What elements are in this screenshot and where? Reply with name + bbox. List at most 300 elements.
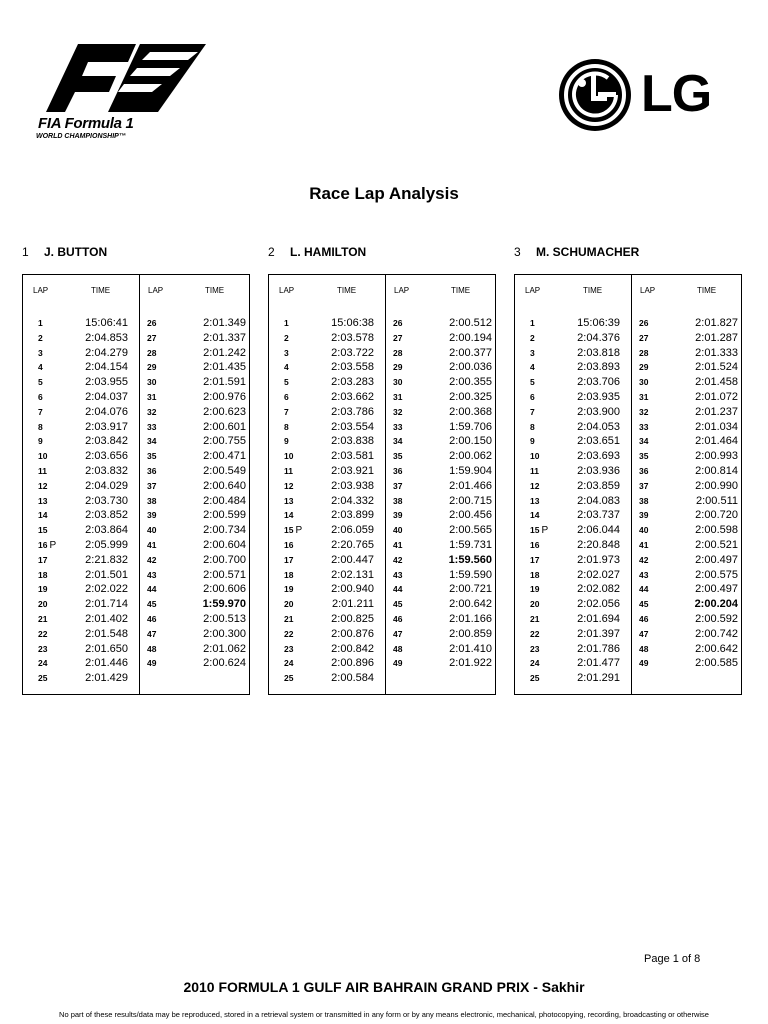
lap-number — [147, 362, 156, 372]
lap-number-value: 15 — [530, 525, 540, 536]
lap-table — [22, 274, 250, 695]
lap-time: 2:04.029 — [85, 479, 128, 492]
table-row — [23, 569, 137, 584]
table-row — [269, 643, 383, 658]
lap-time: 15:06:41 — [85, 317, 128, 329]
lap-time: 2:03.651 — [577, 435, 620, 448]
lap-number-value: 36 — [639, 466, 649, 476]
lap-number-value: 48 — [639, 643, 649, 654]
lap-number — [393, 629, 402, 639]
lap-number-value: 45 — [639, 599, 649, 610]
lap-number-value: 22 — [530, 628, 540, 639]
lap-number-value: 35 — [639, 451, 649, 462]
lap-time: 2:00.592 — [695, 613, 738, 625]
column-header-time: TIME — [205, 286, 225, 295]
lap-number — [284, 407, 289, 417]
lap-time: 2:20.765 — [331, 539, 374, 551]
lap-number — [38, 451, 47, 461]
lap-number-value: 43 — [639, 569, 649, 580]
lap-number — [530, 599, 539, 609]
lap-time: 2:00.325 — [449, 391, 492, 403]
lap-number — [393, 510, 402, 520]
lap-number-value: 5 — [284, 377, 289, 388]
lap-number-value: 21 — [530, 614, 540, 624]
lap-time: 2:01.477 — [577, 657, 620, 670]
table-row — [632, 376, 746, 391]
lap-number-value: 17 — [530, 554, 540, 565]
lap-number — [38, 318, 43, 328]
lap-number — [393, 436, 402, 446]
table-row — [23, 332, 137, 347]
lap-time: 2:00.368 — [449, 405, 492, 418]
table-row — [515, 421, 629, 436]
lap-time: 2:04.376 — [577, 331, 620, 344]
lap-number-value: 20 — [38, 599, 48, 610]
lap-number-value: 4 — [284, 362, 289, 373]
lap-number-value: 36 — [393, 466, 403, 476]
lap-time: 2:00.734 — [203, 524, 246, 537]
lap-number-value: 35 — [147, 451, 157, 462]
lap-number — [530, 540, 539, 550]
table-row — [269, 347, 383, 362]
table-row — [386, 495, 500, 510]
lap-number-value: 28 — [639, 347, 649, 358]
lap-time: 2:01.062 — [203, 642, 246, 655]
table-row — [515, 406, 629, 421]
lap-number — [284, 644, 293, 654]
lap-number-value: 46 — [393, 614, 403, 624]
lap-number — [147, 658, 156, 668]
lap-number-value: 13 — [530, 495, 540, 506]
table-row — [23, 347, 137, 362]
lap-table-column-group — [386, 275, 500, 694]
table-row — [515, 376, 629, 391]
lap-number — [147, 644, 156, 654]
table-row — [140, 361, 254, 376]
lap-time: 2:01.694 — [577, 613, 620, 625]
lap-number — [530, 348, 535, 358]
lap-number-value: 47 — [147, 628, 157, 639]
lap-number-value: 28 — [393, 347, 403, 358]
lap-number-value: 13 — [38, 495, 48, 506]
lap-time: 2:03.283 — [331, 376, 374, 389]
table-row — [23, 391, 137, 406]
table-row — [140, 628, 254, 643]
lap-number — [530, 614, 539, 624]
lap-number-value: 29 — [147, 362, 157, 373]
lap-time: 2:01.402 — [85, 613, 128, 625]
lap-number — [284, 377, 289, 387]
lap-time: 2:01.714 — [85, 598, 128, 611]
lap-time: 2:03.558 — [331, 361, 374, 374]
lap-number-value: 14 — [530, 510, 540, 521]
lap-number — [147, 407, 156, 417]
lap-number — [284, 422, 289, 432]
table-row — [515, 480, 629, 495]
table-row — [269, 524, 383, 539]
lap-number-value: 15 — [284, 525, 294, 536]
lap-number-value: 3 — [530, 347, 535, 358]
table-row — [515, 643, 629, 658]
table-row — [140, 509, 254, 524]
column-header-lap: LAP — [525, 286, 541, 295]
table-row — [515, 613, 629, 628]
lap-number — [147, 555, 156, 565]
table-row — [386, 598, 500, 613]
lap-number — [639, 333, 648, 343]
table-row — [515, 332, 629, 347]
lap-time: 2:00.700 — [203, 553, 246, 566]
lap-number — [530, 525, 548, 536]
lap-number — [147, 496, 156, 506]
lap-number — [530, 584, 539, 594]
lap-number — [147, 333, 156, 343]
table-row — [632, 524, 746, 539]
lap-number-value: 7 — [284, 406, 289, 417]
lap-number-value: 13 — [284, 495, 294, 506]
lap-time: 2:01.973 — [577, 553, 620, 566]
lap-number — [147, 451, 156, 461]
lap-number — [393, 392, 402, 402]
lap-time: 2:00.825 — [331, 613, 374, 625]
lap-number — [530, 466, 539, 476]
table-row — [386, 317, 500, 332]
lap-time: 2:01.501 — [85, 568, 128, 581]
table-row — [632, 569, 746, 584]
lap-time: 2:03.581 — [331, 450, 374, 463]
lap-number — [38, 481, 47, 491]
table-row — [140, 376, 254, 391]
lap-number — [393, 481, 402, 491]
lap-time: 15:06:38 — [331, 317, 374, 329]
lap-time: 2:00.471 — [203, 450, 246, 463]
column-header-time: TIME — [91, 286, 111, 295]
table-row — [632, 361, 746, 376]
table-row — [515, 435, 629, 450]
table-row — [632, 391, 746, 406]
table-row — [632, 465, 746, 480]
lap-time: 2:01.446 — [85, 657, 128, 670]
table-row — [269, 332, 383, 347]
table-row — [23, 376, 137, 391]
lap-number-value: 33 — [147, 421, 157, 432]
lap-time: 2:03.693 — [577, 450, 620, 463]
table-row — [515, 539, 629, 554]
lap-time: 2:03.832 — [85, 465, 128, 477]
table-row — [23, 465, 137, 480]
lap-number — [530, 570, 539, 580]
lap-number — [284, 540, 293, 550]
lap-time: 2:01.237 — [695, 405, 738, 418]
lap-number — [639, 362, 648, 372]
lap-number — [639, 377, 648, 387]
lap-number-value: 18 — [530, 569, 540, 580]
table-row — [269, 495, 383, 510]
lap-time: 2:00.721 — [449, 583, 492, 596]
lap-number — [639, 629, 648, 639]
lap-number-value: 45 — [147, 599, 157, 610]
lap-number-value: 12 — [38, 480, 48, 491]
lap-number-value: 24 — [38, 658, 48, 669]
table-row — [269, 480, 383, 495]
lap-table-column-group — [23, 275, 137, 694]
table-row — [23, 495, 137, 510]
lap-number — [530, 407, 535, 417]
lap-time: 2:03.786 — [331, 405, 374, 418]
lap-number-value: 25 — [284, 673, 294, 684]
lap-number-value: 44 — [639, 584, 649, 595]
lap-number — [393, 599, 402, 609]
table-row — [632, 317, 746, 332]
table-row — [140, 569, 254, 584]
lap-number — [393, 658, 402, 668]
lap-number-value: 49 — [639, 658, 649, 669]
lap-number — [393, 377, 402, 387]
lap-time: 2:00.484 — [203, 494, 246, 507]
lap-number-value: 23 — [284, 643, 294, 654]
lap-number — [393, 496, 402, 506]
lap-number-value: 38 — [393, 495, 403, 506]
lap-number-value: 23 — [530, 643, 540, 654]
lap-number-value: 37 — [147, 480, 157, 491]
lap-time: 2:03.935 — [577, 391, 620, 403]
table-row — [23, 509, 137, 524]
lap-number — [530, 451, 539, 461]
lap-number-value: 11 — [38, 466, 47, 476]
table-row — [632, 435, 746, 450]
lap-number — [284, 318, 289, 328]
table-row — [269, 465, 383, 480]
table-row — [515, 465, 629, 480]
table-row — [515, 391, 629, 406]
table-row — [386, 509, 500, 524]
lap-number-value: 21 — [38, 614, 48, 624]
lap-number-value: 41 — [393, 540, 403, 550]
lap-number — [530, 673, 539, 683]
table-row — [515, 672, 629, 687]
lap-time: 2:03.936 — [577, 465, 620, 477]
lap-number-value: 25 — [38, 673, 48, 684]
lap-number-value: 5 — [530, 377, 535, 388]
lap-number-value: 6 — [38, 392, 43, 402]
lap-number-value: 26 — [147, 318, 157, 328]
lap-number — [639, 466, 648, 476]
lap-number-value: 23 — [38, 643, 48, 654]
copyright-disclaimer: No part of these results/data may be reproduced, stored in a retrieval system or transmitted in any form or by any means electronic, mechanical, photocopying, recording, broadcasting or otherwise — [59, 1010, 709, 1019]
lap-time: 2:00.377 — [449, 346, 492, 359]
lap-number — [38, 496, 47, 506]
lap-number — [147, 481, 156, 491]
lap-number-value: 8 — [530, 421, 535, 432]
lap-number-value: 34 — [639, 436, 649, 447]
lap-time: 2:02.082 — [577, 583, 620, 596]
lap-number — [530, 392, 535, 402]
lap-number — [639, 644, 648, 654]
lap-number — [393, 644, 402, 654]
f1-logo-title: FIA Formula 1 — [38, 115, 134, 132]
lap-time: 2:21.832 — [85, 553, 128, 566]
lap-number-value: 9 — [38, 436, 43, 447]
lap-number-value: 16 — [38, 540, 48, 550]
lap-number-value: 31 — [639, 392, 649, 402]
lap-number-value: 42 — [393, 554, 403, 565]
lap-number-value: 37 — [393, 480, 403, 491]
lap-time: 2:01.211 — [331, 598, 374, 611]
lap-time: 1:59.731 — [449, 539, 492, 551]
lap-number-value: 34 — [393, 436, 403, 447]
table-row — [269, 583, 383, 598]
lap-number-value: 49 — [147, 658, 157, 669]
lap-time: 2:01.166 — [449, 613, 492, 625]
table-row — [386, 628, 500, 643]
lap-number-value: 45 — [393, 599, 403, 610]
table-row — [23, 361, 137, 376]
lap-number-value: 6 — [530, 392, 535, 402]
lap-number — [38, 599, 47, 609]
column-header-time: TIME — [583, 286, 603, 295]
lap-number-value: 32 — [639, 406, 649, 417]
lap-time: 2:00.976 — [203, 391, 246, 403]
column-header-time: TIME — [697, 286, 717, 295]
table-row — [23, 657, 137, 672]
lap-number-value: 10 — [38, 451, 48, 462]
lap-number-value: 38 — [147, 495, 157, 506]
lap-number — [639, 436, 648, 446]
lap-number-value: 14 — [284, 510, 294, 521]
lap-number-value: 11 — [284, 466, 293, 476]
lap-time: 2:00.814 — [695, 465, 738, 477]
table-row — [140, 495, 254, 510]
lap-number — [38, 658, 47, 668]
lap-time: 2:04.037 — [85, 391, 128, 403]
lap-time: 2:04.154 — [85, 361, 128, 374]
lap-time: 2:00.062 — [449, 450, 492, 463]
lap-time: 2:00.513 — [203, 613, 246, 625]
table-row — [632, 628, 746, 643]
table-row — [632, 539, 746, 554]
page-title: Race Lap Analysis — [309, 184, 459, 203]
lap-number-value: 3 — [38, 347, 43, 358]
lap-number — [147, 629, 156, 639]
lap-table — [268, 274, 496, 695]
lg-face-icon — [558, 58, 632, 132]
lap-number — [284, 481, 293, 491]
table-row — [269, 435, 383, 450]
lap-number — [38, 673, 47, 683]
table-row — [515, 347, 629, 362]
lap-number-value: 8 — [284, 421, 289, 432]
lap-number-value: 35 — [393, 451, 403, 462]
lap-number-value: 28 — [147, 347, 157, 358]
lap-time: 2:05.999 — [85, 539, 128, 551]
table-row — [386, 480, 500, 495]
table-row — [632, 657, 746, 672]
lap-number-value: 19 — [284, 584, 294, 595]
lap-number — [639, 510, 648, 520]
lap-time: 2:01.650 — [85, 642, 128, 655]
lap-number-value: 14 — [38, 510, 48, 521]
lap-number-value: 32 — [147, 406, 157, 417]
lap-number-value: 33 — [639, 421, 649, 432]
lap-number-value: 37 — [639, 480, 649, 491]
lap-number — [38, 644, 47, 654]
lap-time: 2:00.300 — [203, 627, 246, 640]
table-row — [515, 598, 629, 613]
table-row — [269, 406, 383, 421]
table-row — [632, 598, 746, 613]
table-row — [269, 361, 383, 376]
lap-time: 2:01.548 — [85, 627, 128, 640]
lap-number-value: 27 — [639, 332, 649, 343]
lap-time: 2:01.291 — [577, 672, 620, 685]
lap-number — [393, 570, 402, 580]
lap-time: 2:00.521 — [695, 539, 738, 551]
lap-number-value: 18 — [38, 569, 48, 580]
lap-time: 2:02.027 — [577, 568, 620, 581]
table-row — [140, 332, 254, 347]
lap-number — [530, 318, 535, 328]
f1-mark-icon — [38, 40, 208, 114]
lap-number — [530, 333, 535, 343]
lap-number — [639, 481, 648, 491]
table-row — [386, 554, 500, 569]
lap-time: 2:00.355 — [449, 376, 492, 389]
lap-number-value: 40 — [393, 525, 403, 536]
lap-number — [284, 348, 289, 358]
table-row — [140, 450, 254, 465]
lap-number — [639, 658, 648, 668]
lap-number — [38, 510, 47, 520]
lap-number-value: 2 — [284, 332, 289, 343]
table-row — [23, 317, 137, 332]
lap-number-value: 49 — [393, 658, 403, 669]
lap-number-value: 43 — [147, 569, 157, 580]
event-title: 2010 FORMULA 1 GULF AIR BAHRAIN GRAND PRIX - Sakhir — [183, 979, 585, 995]
lap-number-value: 30 — [147, 377, 157, 388]
table-row — [269, 421, 383, 436]
lap-number — [639, 392, 648, 402]
table-row — [515, 317, 629, 332]
lap-time: 1:59.590 — [449, 568, 492, 581]
table-row — [386, 465, 500, 480]
lap-time: 2:00.549 — [203, 465, 246, 477]
lap-number — [530, 362, 535, 372]
lap-number-value: 33 — [393, 421, 403, 432]
lap-time: 2:03.852 — [85, 509, 128, 522]
lap-time: 2:00.447 — [331, 553, 374, 566]
lap-time: 2:00.575 — [695, 568, 738, 581]
lap-time: 2:03.842 — [85, 435, 128, 448]
lap-number-value: 8 — [38, 421, 43, 432]
lap-time: 2:04.279 — [85, 346, 128, 359]
lap-time: 2:00.150 — [449, 435, 492, 448]
driver-position: 3 — [514, 245, 521, 259]
lap-time: 2:03.578 — [331, 331, 374, 344]
table-row — [386, 406, 500, 421]
lap-number-value: 3 — [284, 347, 289, 358]
driver-position: 1 — [22, 245, 29, 259]
table-row — [23, 643, 137, 658]
lap-number — [284, 451, 293, 461]
lap-number — [147, 510, 156, 520]
table-row — [269, 450, 383, 465]
lap-number-value: 31 — [147, 392, 157, 402]
table-row — [515, 361, 629, 376]
lap-number-value: 15 — [38, 525, 48, 536]
table-row — [23, 435, 137, 450]
lap-table-column-group — [515, 275, 629, 694]
table-row — [632, 554, 746, 569]
